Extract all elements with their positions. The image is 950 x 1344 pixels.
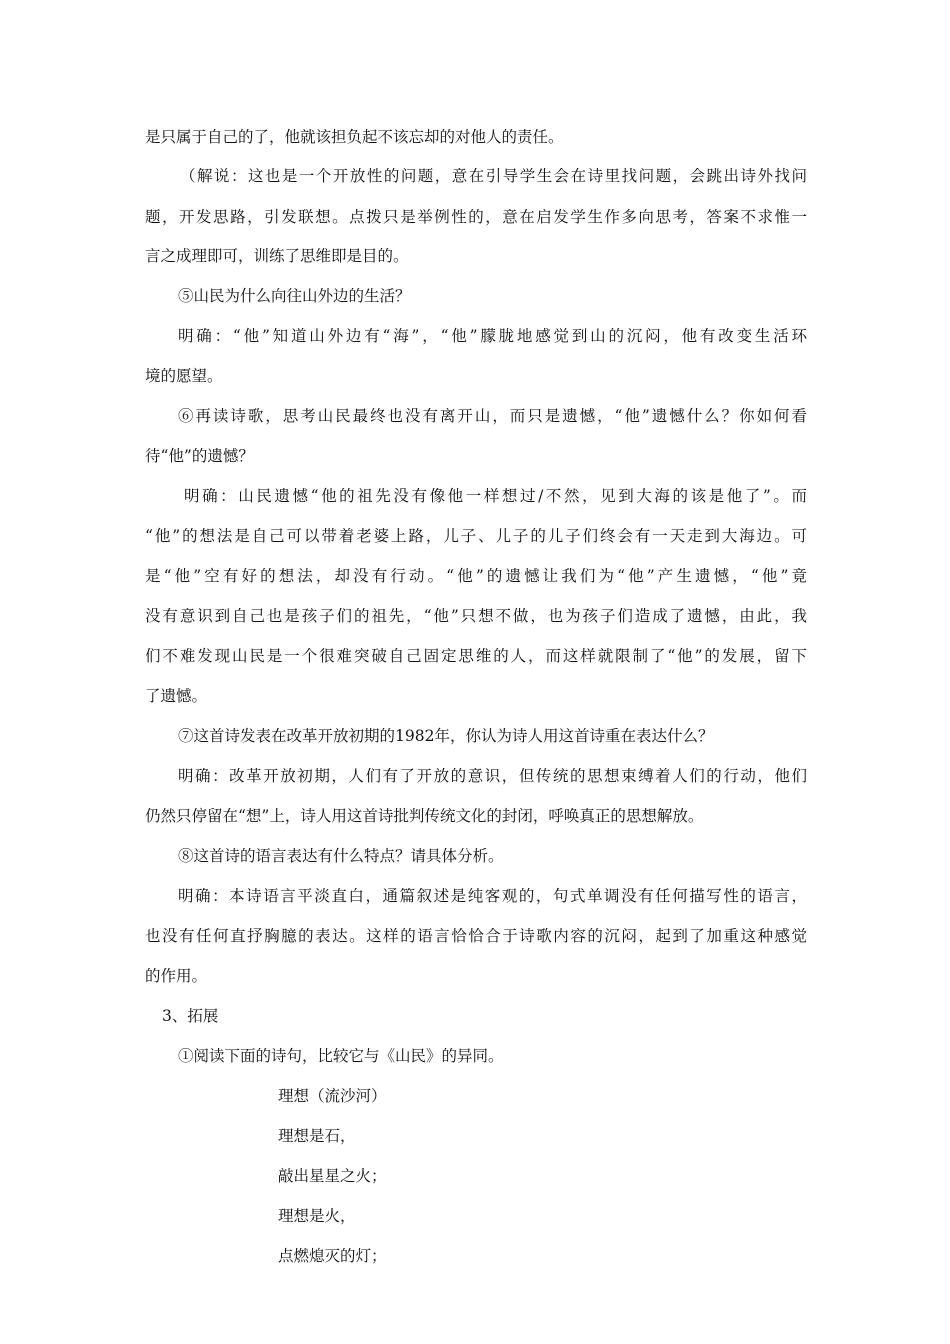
question-item: ①阅读下面的诗句，比较它与《山民》的异同。 [178, 1047, 504, 1065]
text-line: 的作用。 [145, 967, 208, 985]
question-item: ⑥再读诗歌，思考山民最终也没有离开山，而只是遗憾，“他”遗憾什么？你如何看 [178, 407, 807, 425]
text-line: 题，开发思路，引发联想。点拨只是举例性的，意在启发学生作多向思考，答案不求惟一 [145, 208, 807, 226]
text-line: 们不难发现山民是一个很难突破自己固定思维的人，而这样就限制了“他”的发展，留下 [145, 647, 807, 665]
text-line: 境的愿望。 [145, 367, 223, 385]
answer-line: 明确：“他”知道山外边有“海”，“他”朦胧地感觉到山的沉闷，他有改变生活环 [178, 327, 807, 345]
text-line: 了遗憾。 [145, 687, 208, 705]
text-line: （解说：这也是一个开放性的问题，意在引导学生会在诗里找问题，会跳出诗外找问 [180, 167, 807, 185]
answer-line: 明确：山民遗憾“他的祖先没有像他一样想过/不然，见到大海的该是他了”。而 [184, 487, 807, 505]
text-line: 也没有任何直抒胸臆的表达。这样的语言恰恰合于诗歌内容的沉闷，起到了加重这种感觉 [145, 927, 807, 945]
poem-title: 理想（流沙河） [278, 1087, 387, 1105]
question-item: ⑤山民为什么向往山外边的生活？ [178, 287, 411, 305]
text-line: 仍然只停留在“想”上，诗人用这首诗批判传统文化的封闭，呼唤真正的思想解放。 [145, 807, 704, 825]
text-line: 待“他”的遗憾？ [145, 447, 254, 465]
poem-line: 敲出星星之火； [278, 1167, 387, 1185]
text-line: “他”的想法是自己可以带着老婆上路，儿子、儿子的儿子们终会有一天走到大海边。可 [145, 527, 807, 545]
poem-line: 点燃熄灭的灯； [278, 1247, 387, 1265]
question-item: ⑧这首诗的语言表达有什么特点？请具体分析。 [178, 847, 504, 865]
answer-line: 明确：本诗语言平淡直白，通篇叙述是纯客观的，句式单调没有任何描写性的语言， [178, 887, 807, 905]
section-heading: 3、拓展 [162, 1007, 219, 1025]
text-line: 言之成理即可，训练了思维即是目的。 [145, 247, 409, 265]
poem-line: 理想是火， [278, 1207, 356, 1225]
text-line: 没有意识到自己也是孩子们的祖先，“他”只想不做，也为孩子们造成了遗憾，由此，我 [145, 607, 807, 625]
question-item: ⑦这首诗发表在改革开放初期的1982年，你认为诗人用这首诗重在表达什么？ [178, 727, 714, 745]
answer-line: 明确：改革开放初期，人们有了开放的意识，但传统的思想束缚着人们的行动，他们 [178, 767, 807, 785]
text-line: 是只属于自己的了，他就该担负起不该忘却的对他人的责任。 [145, 128, 564, 146]
poem-line: 理想是石， [278, 1127, 356, 1145]
text-line: 是“他”空有好的想法，却没有行动。“他”的遗憾让我们为“他”产生遗憾，“他”竟 [145, 567, 807, 585]
